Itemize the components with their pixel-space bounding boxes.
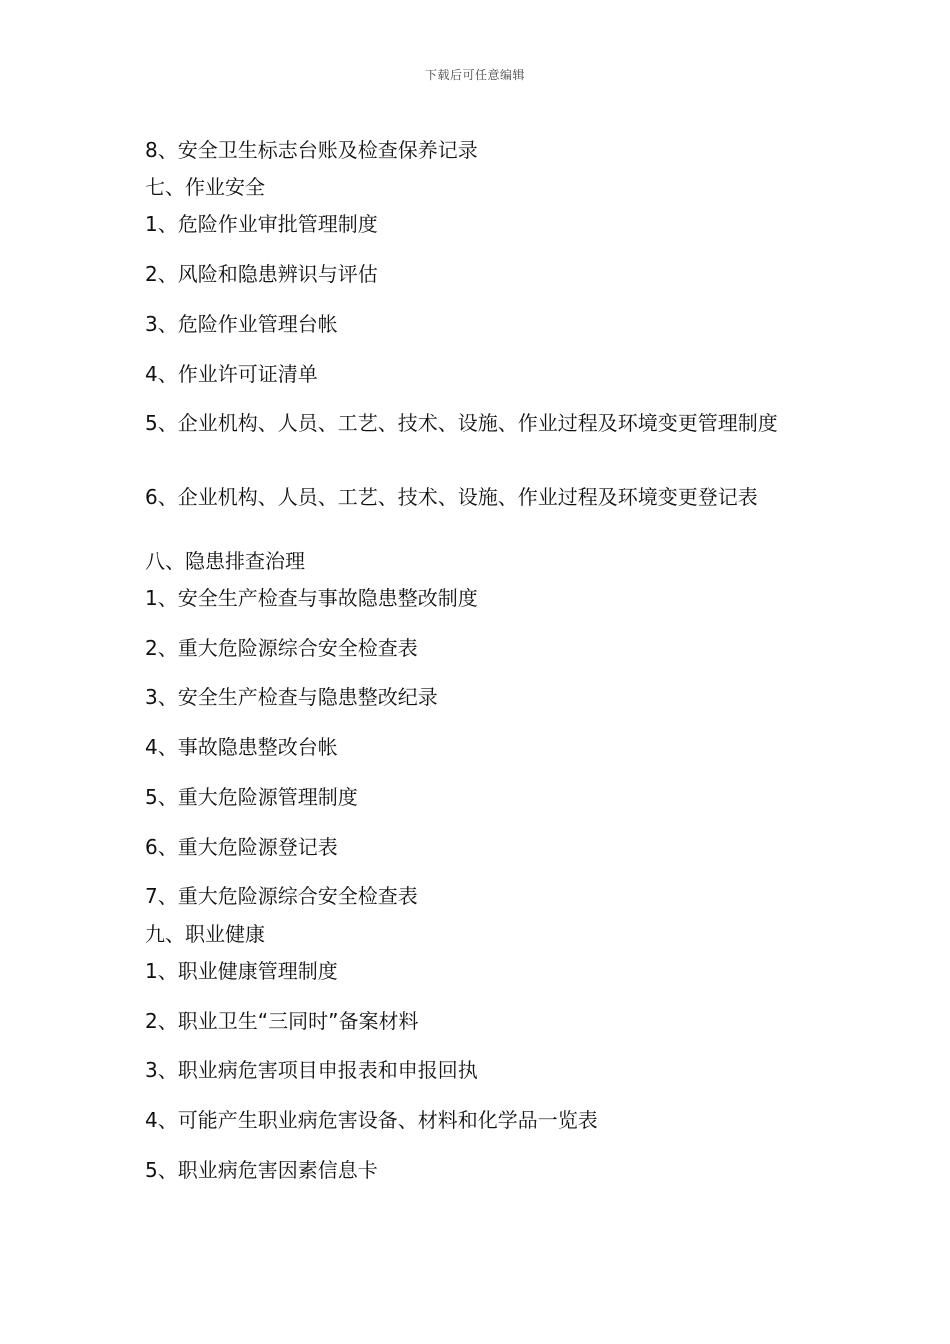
- section-heading: 八、隐患排查治理: [145, 549, 305, 573]
- page-header-note: 下载后可任意编辑: [424, 68, 525, 82]
- list-item: 4、事故隐患整改台帐: [145, 735, 338, 759]
- list-item: 5、企业机构、人员、工艺、技术、设施、作业过程及环境变更管理制度: [145, 411, 778, 435]
- list-item: 5、职业病危害因素信息卡: [145, 1158, 378, 1182]
- section-heading: 九、职业健康: [145, 922, 265, 946]
- list-item: 7、重大危险源综合安全检查表: [145, 884, 418, 908]
- list-item: 1、安全生产检查与事故隐患整改制度: [145, 586, 478, 610]
- list-item: 8、安全卫生标志台账及检查保养记录: [145, 138, 478, 162]
- list-item: 3、危险作业管理台帐: [145, 312, 338, 336]
- list-item: 5、重大危险源管理制度: [145, 785, 358, 809]
- list-item: 4、可能产生职业病危害设备、材料和化学品一览表: [145, 1108, 598, 1132]
- list-item: 2、职业卫生“三同时”备案材料: [145, 1009, 419, 1033]
- list-item: 6、企业机构、人员、工艺、技术、设施、作业过程及环境变更登记表: [145, 485, 758, 509]
- list-item: 2、风险和隐患辨识与评估: [145, 262, 378, 286]
- list-item: 2、重大危险源综合安全检查表: [145, 636, 418, 660]
- list-item: 4、作业许可证清单: [145, 362, 318, 386]
- list-item: 1、危险作业审批管理制度: [145, 212, 378, 236]
- list-item: 3、职业病危害项目申报表和申报回执: [145, 1058, 478, 1082]
- list-item: 1、职业健康管理制度: [145, 959, 338, 983]
- list-item: 6、重大危险源登记表: [145, 835, 338, 859]
- list-item: 3、安全生产检查与隐患整改纪录: [145, 685, 438, 709]
- section-heading: 七、作业安全: [145, 175, 265, 199]
